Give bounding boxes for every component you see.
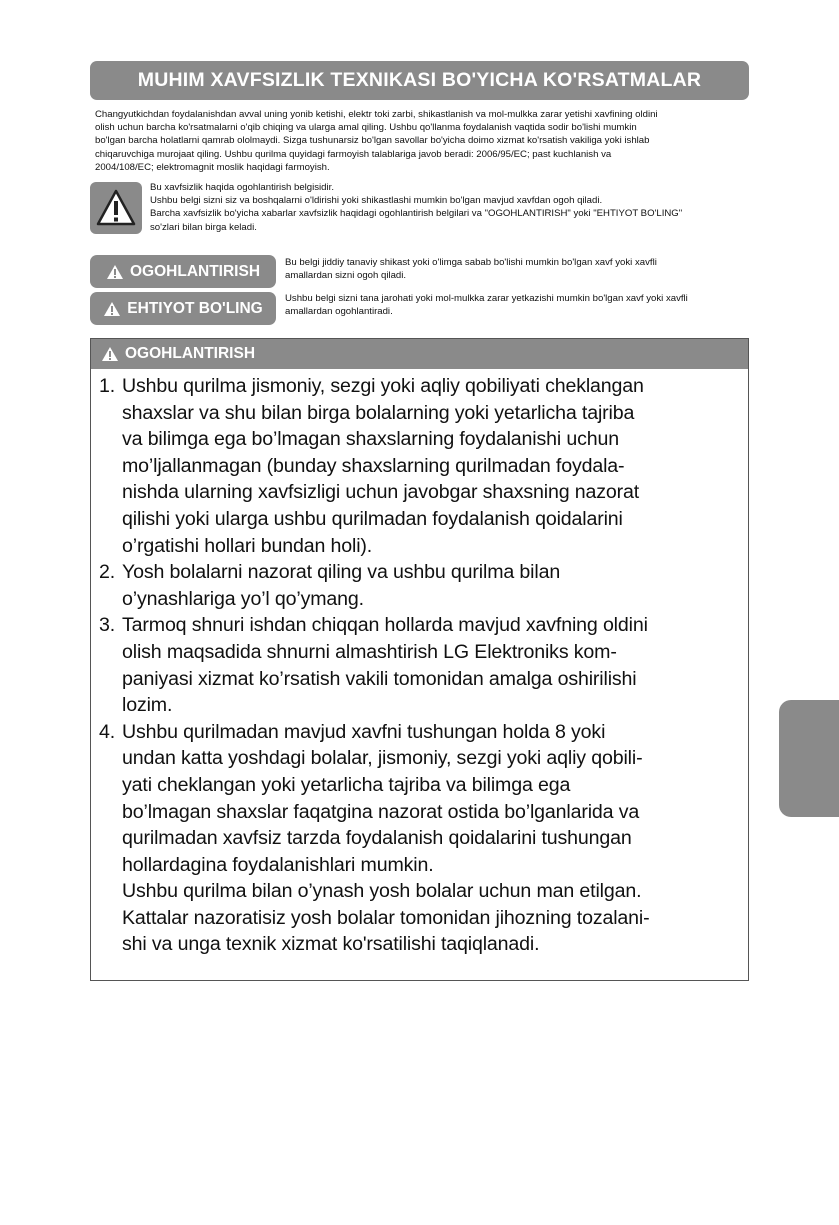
signal-word-label: OGOHLANTIRISH [129, 262, 261, 280]
warning-item [99, 373, 740, 559]
warning-triangle-icon [96, 188, 136, 228]
signal-word-caution [90, 292, 276, 325]
signal-word-caution-description [285, 292, 755, 318]
warning-list [91, 369, 748, 958]
warning-item-line: Ushbu qurilma bilan o’ynash yosh bolalar uchun man etilgan. [122, 880, 642, 903]
warning-item-line: Tarmoq shnuri ishdan chiqqan hollarda mavjud xavfning oldini [122, 614, 648, 637]
warning-panel-title: OGOHLANTIRISH [125, 345, 256, 362]
warning-item-line: bo’lmagan shaxslar faqatgina nazorat ostida bo’lganlarida va [122, 800, 640, 823]
warning-panel-header [91, 339, 748, 369]
warning-item [99, 719, 740, 958]
warning-item-line: yati cheklangan yoki yetarlicha tajriba va bilimga ega [122, 773, 571, 796]
warning-item-line: paniyasi xizmat ko’rsatish vakili tomonidan amalga oshirilishi [122, 667, 637, 690]
warning-item-line: qilishi yoki ularga ushbu qurilmadan foydalanish qoidalarini [122, 507, 623, 530]
intro-line: chiqaruvchiga murojaat qiling. Ushbu qurilma quyidagi farmoyish talablariga javob beradi: 2006/95/EC; past kuchlanish va [95, 148, 612, 160]
warning-item-line: Ushbu qurilma jismoniy, sezgi yoki aqliy qobiliyati cheklangan [122, 375, 644, 397]
alert-symbol-line: Barcha xavfsizlik bo'yicha xabarlar xavfsizlik haqidagi ogohlantirish belgilari va "OGOHLANTIRISH" yoki "EHTIYOT BO'LING" [150, 208, 683, 220]
warning-item-line: olish maqsadida shnurni almashtirish LG Elektroniks kom- [122, 640, 617, 663]
alert-symbol-line: Bu xavfsizlik haqida ogohlantirish belgisidir. [150, 182, 334, 193]
warning-item-number: 2. [99, 561, 116, 584]
signal-word-description-line: Ushbu belgi sizni tana jarohati yoki mol-mulkka zarar yetkazishi mumkin bo'lgan xavf yoki xavfli [285, 293, 688, 304]
section-side-tab [779, 700, 839, 817]
intro-paragraph [95, 108, 755, 174]
safety-alert-symbol [90, 182, 142, 234]
warning-triangle-icon [106, 264, 124, 280]
signal-word-description-line: Bu belgi jiddiy tanaviy shikast yoki o'limga sabab bo'lishi mumkin bo'lgan xavf yoki xavfli [285, 257, 657, 268]
warning-panel [90, 338, 749, 981]
page-title-bar [90, 61, 749, 100]
warning-item-line: hollardagina foydalanishlari mumkin. [122, 853, 434, 876]
intro-line: 2004/108/EC; elektromagnit moslik haqidagi farmoyish. [95, 161, 330, 173]
warning-item-line: lozim. [122, 694, 173, 717]
alert-symbol-description [150, 181, 760, 234]
warning-item-line: nishda ularning xavfsizligi uchun javobgar shaxsning nazorat [122, 481, 640, 504]
warning-item-line: undan katta yoshdagi bolalar, jismoniy, sezgi yoki aqliy qobili- [122, 747, 643, 770]
warning-item-line: Kattalar nazoratisiz yosh bolalar tomonidan jihozning tozalani- [122, 906, 650, 929]
warning-item-line: qurilmadan xavfsiz tarzda foydalanish qoidalarini tushungan [122, 827, 632, 850]
warning-item [99, 612, 740, 718]
warning-item-line: mo’ljallanmagan (bunday shaxslarning qurilmadan foydala- [122, 454, 625, 477]
signal-word-description-line: amallardan sizni ogoh qiladi. [285, 270, 407, 282]
warning-item-line: o’rgatishi hollari bundan holi). [122, 534, 373, 557]
signal-word-warning [90, 255, 276, 288]
warning-item-number: 4. [99, 720, 116, 743]
warning-item-line: o’ynashlariga yo’l qo’ymang. [122, 587, 364, 610]
intro-line: bo'lgan barcha holatlarni qamrab ololmaydi. Sizga tushunarsiz bo'lgan savollar bo'yicha doimo xizmat ko'rsatish vakiliga yoki ishlab [95, 135, 650, 147]
page-title: MUHIM XAVFSIZLIK TEXNIKASI BO'YICHA KO'RSATMALAR [137, 69, 702, 91]
intro-line: olish uchun barcha ko'rsatmalarni o'qib chiqing va ularga amal qiling. Ushbu qo'llanma foydalanish vaqtida sodir bo'lishi mumkin [95, 122, 637, 134]
warning-item-line: Yosh bolalarni nazorat qiling va ushbu qurilma bilan [122, 561, 561, 584]
warning-item-line: shi va unga texnik xizmat ko'rsatilishi taqiqlanadi. [122, 933, 540, 956]
warning-item [99, 559, 740, 612]
warning-item-line: shaxslar va shu bilan birga bolalarning yoki yetarlicha tajriba [122, 401, 635, 424]
alert-symbol-line: Ushbu belgi sizni siz va boshqalarni o'ldirishi yoki shikastlashi mumkin bo'lgan mavjud xavfdan ogoh qiladi. [150, 195, 603, 207]
intro-line: Changyutkichdan foydalanishdan avval uning yonib ketishi, elektr toki zarbi, shikastlanish va mol-mulkka zarar yetishi xavfining oldini [95, 109, 658, 120]
warning-item-number: 1. [99, 375, 116, 397]
warning-item-number: 3. [99, 614, 116, 637]
signal-word-warning-description [285, 256, 755, 282]
warning-triangle-icon [101, 346, 119, 362]
warning-triangle-icon [103, 301, 121, 317]
warning-item-line: Ushbu qurilmadan mavjud xavfni tushungan holda 8 yoki [122, 720, 606, 743]
warning-item-line: va bilimga ega bo’lmagan shaxslarning foydalanishi uchun [122, 428, 620, 451]
signal-word-description-line: amallardan ogohlantiradi. [285, 306, 393, 318]
alert-symbol-line: so'zlari bilan birga keladi. [150, 221, 257, 233]
signal-word-label: EHTIYOT BO'LING [127, 299, 263, 317]
